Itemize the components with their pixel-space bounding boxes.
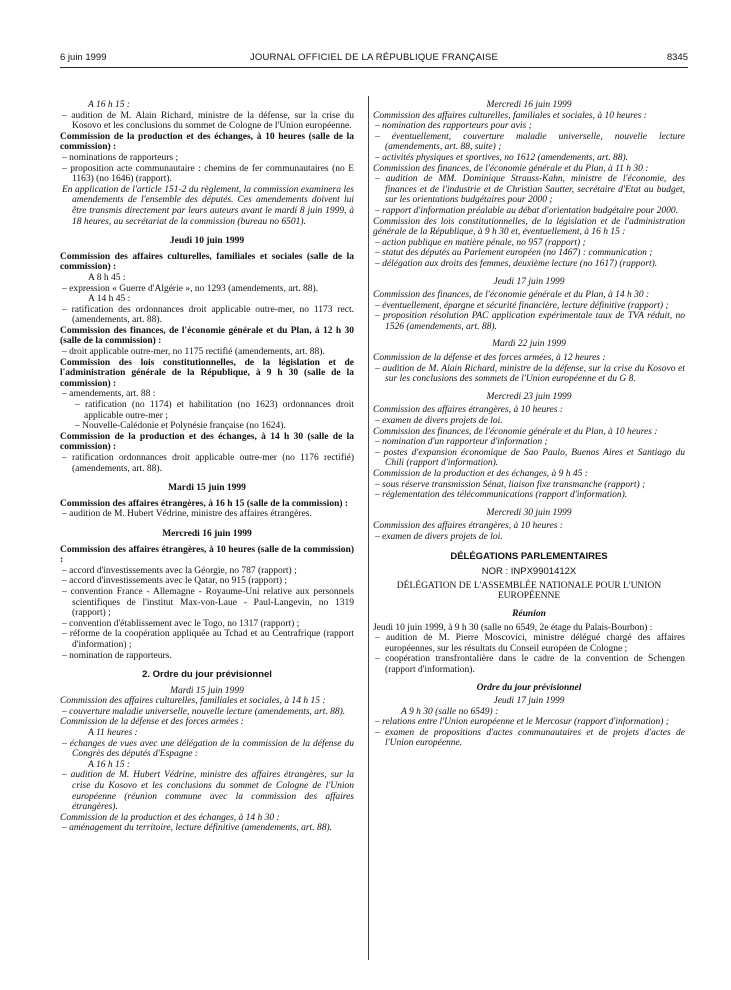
right-paragraph: – action publique en matière pénale, no 957 (rapport) ; [375,237,586,248]
left-paragraph: Mercredi 16 juin 1999 [162,528,252,539]
left-paragraph: Commission des affaires étrangères, à 16 h 15 (salle de la commission) : [60,498,349,509]
right-paragraph: – statut des députés au Parlement européen (no 1467) : communication ; [375,248,653,259]
left-paragraph: – droit applicable outre-mer, no 1175 rectifié (amendements, art. 88). [62,347,325,358]
left-paragraph: – amendements, art. 88 : [62,389,156,400]
right-paragraph: NOR : INPX9901412X [481,566,577,578]
left-column [60,100,354,834]
right-paragraph: Jeudi 10 juin 1999, à 9 h 30 (salle no 6549, 2e étage du Palais-Bourbon) : [373,622,653,633]
left-paragraph: Commission de la production et des échanges, à 14 h 30 : [60,812,280,823]
right-paragraph: Commission des affaires étrangères, à 10 heures : [373,405,563,416]
right-paragraph: – sous réserve transmission Sénat, liaison fixe transmanche (rapport) ; [375,479,646,490]
left-paragraph: – convention d'établissement avec le Togo, no 1317 (rapport) ; [62,618,300,629]
right-paragraph: Commission des finances, de l'économie générale et du Plan, à 11 h 30 : [373,163,649,174]
right-paragraph: – coopération transfrontalière dans le cadre de la convention de Schengen (rapport d'information). [375,654,685,675]
left-paragraph: – ratification (no 1174) et habilitation (no 1623) ordonnances droit applicable outre-mer ; [75,400,354,421]
right-paragraph: – réglementation des télécommunications (rapport d'information). [375,490,628,501]
right-paragraph: DÉLÉGATIONS PARLEMENTAIRES [450,550,608,562]
right-paragraph: – proposition résolution PAC application expérimentale taux de TVA réduit, no 1526 (amendements, art. 88). [375,311,685,332]
left-paragraph: Commission des lois constitutionnelles, de la législation et de l'administration générale de la République, à 9 h 30 (salle de la commission) : [60,357,354,389]
left-paragraph: Commission de la production et des échanges, à 10 heures (salle de la commission) : [60,131,354,153]
right-paragraph: – audition de M. Alain Richard, ministre de la défense, sur la crise du Kosovo et sur les conclusions des sommets de l'Union européenne et du G 8. [375,363,685,385]
right-paragraph: – postes d'expansion économique de Sao Paulo, Buenos Aires et Santiago du Chili (rapport d'information). [375,447,685,469]
right-column [373,100,685,749]
right-paragraph: – rapport d'information préalable au débat d'orientation budgétaire pour 2000. [375,205,678,216]
left-paragraph: – ratification des ordonnances droit applicable outre-mer, no 1173 rect. (amendements, art. 88). [62,304,354,326]
right-paragraph: – examen de propositions d'actes communautaires et de projets d'actes de l'Union européenne. [375,727,685,749]
right-paragraph: – délégation aux droits des femmes, deuxième lecture (no 1617) (rapport). [375,258,658,269]
right-paragraph: Commission des lois constitutionnelles, de la législation et de l'administration générale de la République, à 9 h 30 et, éventuellement, à 16 h 15 : [373,216,685,238]
left-paragraph: – audition de M. Hubert Védrine, ministre des affaires étrangères, sur la crise du Kosovo et les conclusions du sommet de Cologne de l'Union européenne (réunion commune avec la commission des affaires étrangères). [62,770,354,813]
left-paragraph: En application de l'article 151-2 du règlement, la commission examinera les amendements de l'ensemble des députés. Ces amendements doivent lui être transmis directement par leurs auteurs avant le mardi 8 juin 1999, à 18 heures, au secrétariat de la commission (bureau no 6501). [62,184,354,227]
right-paragraph: – nomination d'un rapporteur d'information ; [375,437,548,448]
right-paragraph: – examen de divers projets de loi. [375,531,503,542]
left-paragraph: A 16 h 15 : [88,100,131,110]
left-paragraph: Commission des affaires culturelles, familiales et sociales, à 14 h 15 : [60,696,326,707]
right-paragraph: Mardi 22 juin 1999 [492,339,566,350]
right-paragraph: Commission des finances, de l'économie générale et du Plan, à 14 h 30 : [373,290,650,301]
left-paragraph: – ratification ordonnances droit applicable outre-mer (no 1176 rectifié) (amendements, art. 88). [62,453,354,474]
right-paragraph: Ordre du jour prévisionnel [476,682,582,693]
right-paragraph: Jeudi 17 juin 1999 [493,696,565,707]
left-paragraph: – couverture maladie universelle, nouvelle lecture (amendements, art. 88). [62,706,346,717]
left-paragraph: Jeudi 10 juin 1999 [169,236,245,247]
left-paragraph: A 14 h 45 : [88,294,131,305]
header-journal-title: JOURNAL OFFICIEL DE LA RÉPUBLIQUE FRANÇAISE [249,52,499,63]
right-paragraph: Commission des affaires étrangères, à 10 heures : [373,521,563,532]
left-paragraph: A 8 h 45 : [88,272,126,283]
left-paragraph: – échanges de vues avec une délégation de la commission de la défense du Congrès des députés d'Espagne : [62,738,354,760]
right-paragraph: – audition de M. Pierre Moscovici, ministre délégué chargé des affaires européennes, sur les résultats du Conseil européen de Cologne ; [375,633,685,654]
left-paragraph: – nominations de rapporteurs ; [62,152,179,163]
right-paragraph: Mercredi 16 juin 1999 [486,100,572,110]
left-paragraph: – accord d'investissements avec la Géorgie, no 787 (rapport) ; [62,565,297,576]
header-rule [60,67,688,68]
right-paragraph: – relations entre l'Union européenne et le Mercosur (rapport d'information) ; [375,717,669,728]
right-paragraph: A 9 h 30 (salle no 6549) : [401,706,499,717]
right-paragraph: Mercredi 30 juin 1999 [486,507,572,518]
header-date: 6 juin 1999 [60,52,107,63]
left-paragraph: – réforme de la coopération appliquée au Tchad et au Centrafrique (rapport d'information) ; [62,629,354,650]
right-paragraph: – éventuellement, couverture maladie universelle, nouvelle lecture (amendements, art. 88, suite) ; [375,131,685,153]
right-paragraph: – éventuellement, épargne et sécurité financière, lecture définitive (rapport) ; [375,300,669,311]
left-paragraph: – audition de M. Hubert Védrine, ministre des affaires étrangères. [62,509,312,520]
left-paragraph: Commission des affaires culturelles, familiales et sociales (salle de la commission) : [60,251,354,273]
right-paragraph: Réunion [512,608,546,619]
right-paragraph: Mercredi 23 juin 1999 [486,391,572,402]
right-paragraph: Commission des affaires culturelles, familiales et sociales, à 10 heures : [373,110,647,121]
left-paragraph: Commission des affaires étrangères, à 10 heures (salle de la commission) : [60,544,354,566]
left-paragraph: – expression « Guerre d'Algérie », no 1293 (amendements, art. 88). [62,283,319,294]
right-paragraph: Commission des finances, de l'économie générale et du Plan, à 10 heures : [373,426,658,437]
left-paragraph: – nomination de rapporteurs. [62,650,172,661]
left-paragraph: 2. Ordre du jour prévisionnel [142,669,272,681]
left-paragraph: Commission de la défense et des forces armées : [60,717,244,728]
column-divider [368,96,369,960]
left-paragraph: A 11 heures : [88,728,138,739]
left-paragraph: – proposition acte communautaire : chemins de fer communautaires (no E 1163) (no 1646) (rapport). [62,163,354,185]
right-paragraph: – activités physiques et sportives, no 1612 (amendements, art. 88). [375,152,629,163]
right-paragraph: – examen de divers projets de loi. [375,416,503,427]
page-header [60,53,688,67]
header-page-number: 8345 [666,52,688,63]
right-paragraph: DÉLÉGATION DE L'ASSEMBLÉE NATIONALE POUR L'UNION EUROPÉENNE [396,580,662,602]
left-paragraph: – Nouvelle-Calédonie et Polynésie française (no 1624). [75,421,286,432]
right-paragraph: Commission de la défense et des forces armées, à 12 heures : [373,353,606,364]
right-paragraph: – nomination des rapporteurs pour avis ; [375,121,532,132]
left-paragraph: Commission de la production et des échanges, à 14 h 30 (salle de la commission) : [60,431,354,453]
right-paragraph: Commission de la production et des échanges, à 9 h 45 : [373,469,588,479]
left-paragraph: Commission des finances, de l'économie générale et du Plan, à 12 h 30 (salle de la commission) : [60,325,354,347]
right-paragraph: Jeudi 17 juin 1999 [493,276,565,287]
left-paragraph: – audition de M. Alain Richard, ministre de la défense, sur la crise du Kosovo et les conclusions du sommet de Cologne de l'Union européenne. [62,110,354,132]
left-paragraph: – convention France - Allemagne - Royaume-Uni relative aux personnels scientifiques de l'institut Max-von-Laue - Paul-Langevin, no 1319 (rapport) ; [62,586,354,619]
left-paragraph: – accord d'investissements avec le Qatar, no 915 (rapport) ; [62,576,288,587]
left-paragraph: – aménagement du territoire, lecture définitive (amendements, art. 88). [62,823,332,834]
right-paragraph: – audition de MM. Dominique Strauss-Kahn, ministre de l'économie, des finances et de l'industrie et de Christian Sautter, secrétaire d'Etat au budget, sur les orientations budgétaires pour 2000 ; [375,174,685,206]
left-paragraph: A 16 h 15 : [88,759,131,770]
left-paragraph: Mardi 15 juin 1999 [170,685,244,696]
left-paragraph: Mardi 15 juin 1999 [168,483,246,494]
